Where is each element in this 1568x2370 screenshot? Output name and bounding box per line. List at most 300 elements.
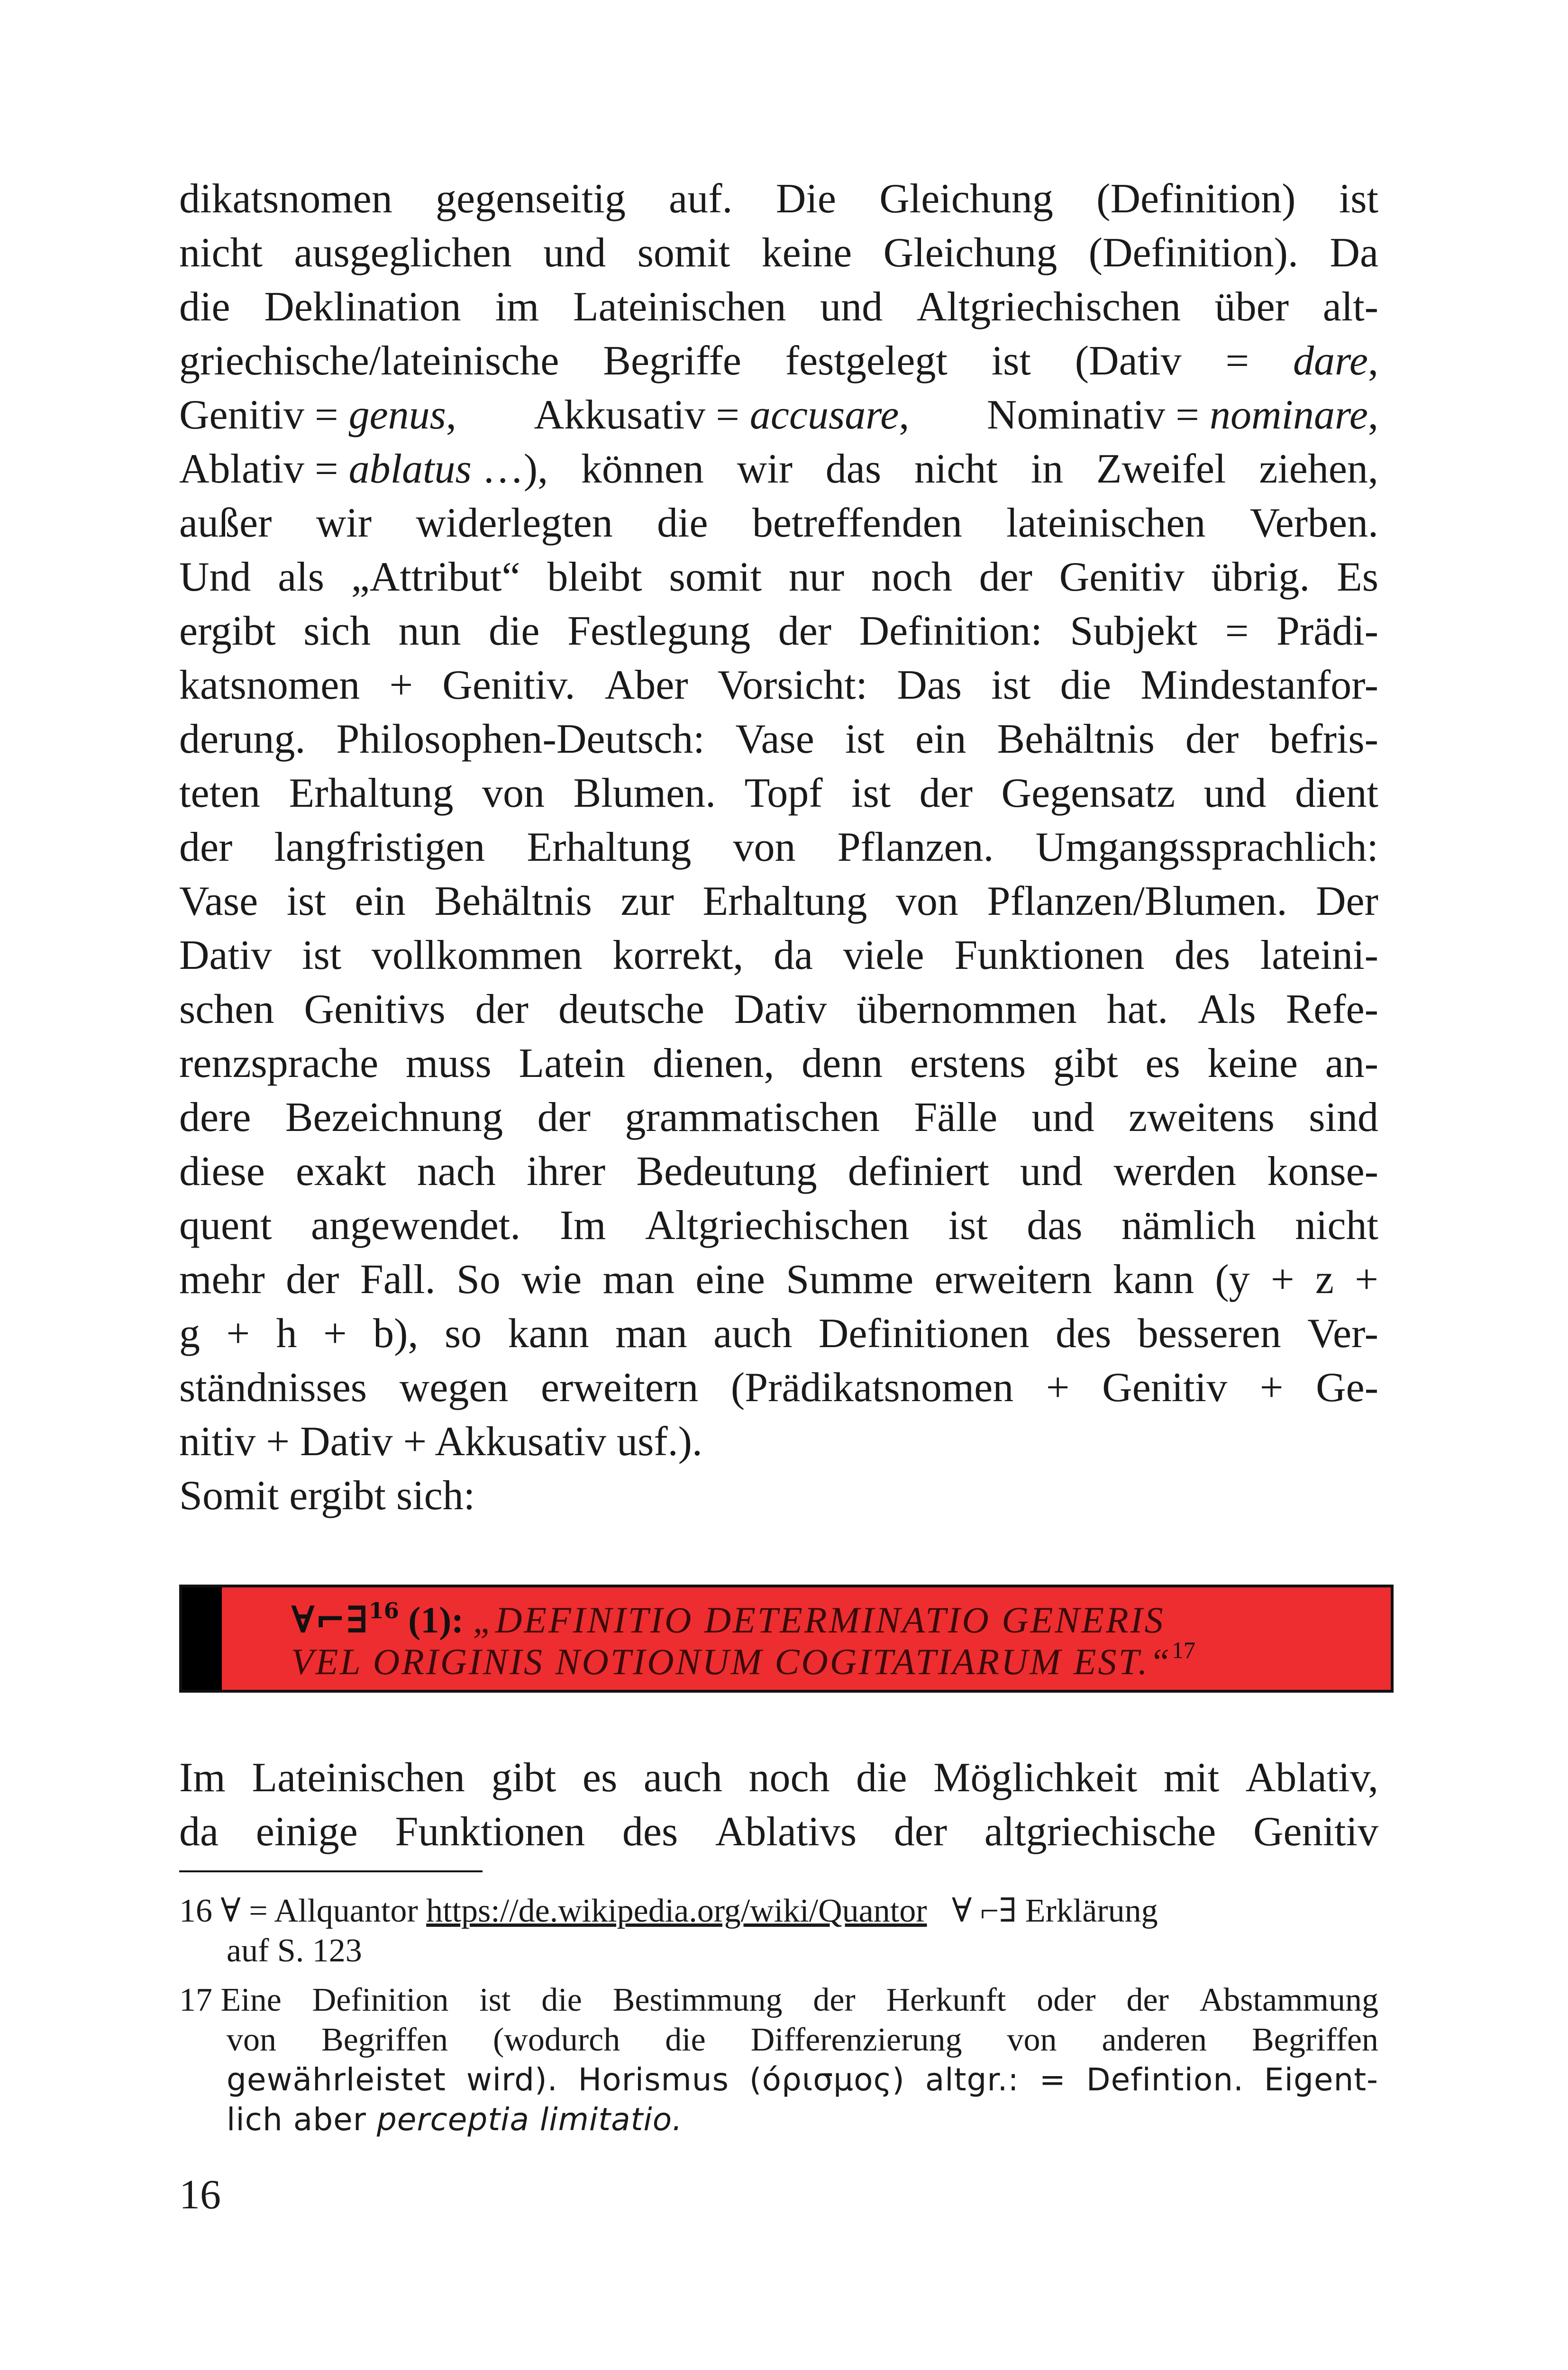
- word: dare,: [1293, 338, 1378, 384]
- word: +: [1270, 1257, 1295, 1303]
- word: ständnisses: [179, 1365, 367, 1411]
- text-line: [179, 1253, 1378, 1307]
- word: das: [825, 446, 882, 492]
- word: erweitern: [540, 1365, 699, 1411]
- word: nicht: [179, 230, 263, 276]
- text-line: [179, 1199, 1378, 1253]
- definition-quote-part-1: „DEFINITIO DETERMINATIO GENERIS: [473, 1599, 1165, 1641]
- word: ziehen,: [1259, 446, 1378, 492]
- word: Ge-: [1316, 1365, 1378, 1411]
- word: mit: [1163, 1755, 1220, 1801]
- word: nämlich: [1121, 1203, 1256, 1249]
- word: werden: [1113, 1149, 1237, 1194]
- word: derung.: [179, 716, 306, 762]
- word: und: [1020, 1149, 1083, 1194]
- text-line: [179, 226, 1378, 280]
- word: widerlegten: [416, 500, 613, 546]
- word: Da: [1330, 230, 1378, 276]
- word: ist: [845, 716, 884, 762]
- word: Prädi-: [1276, 608, 1378, 654]
- word: können: [581, 446, 704, 492]
- word: die: [1060, 662, 1112, 708]
- definition-line-2: [291, 1637, 1195, 1683]
- word: (wodurch: [492, 2022, 620, 2058]
- footnote-17-text-end: lich aber: [227, 2101, 366, 2138]
- footnote-divider: [179, 1870, 483, 1872]
- word: teten: [179, 770, 261, 816]
- word: sich: [303, 608, 371, 654]
- footnote-17-line-4: [179, 2100, 1378, 2140]
- word: gegenseitig: [436, 176, 626, 222]
- word: die: [488, 608, 540, 654]
- word: des: [1056, 1311, 1112, 1357]
- word: von: [227, 2022, 276, 2058]
- word: gibt: [1053, 1040, 1118, 1086]
- footnote-16-line-2: [179, 1931, 1378, 1971]
- word: Möglichkeit: [933, 1755, 1138, 1801]
- word: der: [1185, 716, 1239, 762]
- word: festgelegt: [785, 338, 948, 384]
- word: im: [495, 284, 539, 330]
- word: Dativ: [179, 932, 272, 978]
- word: Behältnis: [434, 878, 592, 924]
- word: bleibt: [547, 554, 642, 600]
- word: 17 Eine: [179, 1982, 282, 2018]
- word: Im: [179, 1755, 226, 1801]
- word: wie: [521, 1257, 582, 1303]
- word: es: [1145, 1040, 1180, 1086]
- word: (Dativ: [1075, 338, 1182, 384]
- word: vollkommen: [371, 932, 583, 978]
- text-line: [179, 172, 1378, 226]
- word: Funktionen: [954, 932, 1145, 978]
- word: wird).: [466, 2061, 558, 2098]
- word: keine: [761, 230, 852, 276]
- page-number: 16: [179, 2172, 221, 2218]
- word: nicht: [914, 446, 998, 492]
- word: der: [286, 1257, 339, 1303]
- word: langfristigen: [274, 824, 485, 870]
- word: Funktionen: [395, 1809, 585, 1855]
- word: Subjekt: [1070, 608, 1198, 654]
- word: ist: [991, 338, 1031, 384]
- word: konse-: [1267, 1149, 1378, 1194]
- word: der: [979, 554, 1032, 600]
- definition-label: (1):: [408, 1599, 464, 1641]
- word: griechische/lateinische: [179, 338, 559, 384]
- word: Gleichung: [883, 230, 1057, 276]
- word: sind: [1309, 1094, 1378, 1140]
- text-line: [179, 1751, 1378, 1805]
- word: Die: [775, 176, 836, 222]
- text-line: [179, 1145, 1378, 1199]
- word: +: [1355, 1257, 1378, 1303]
- footnote-16-page-ref: auf S. 123: [227, 1932, 362, 1969]
- word: über: [1214, 284, 1289, 330]
- word: Abstammung: [1199, 1982, 1378, 2018]
- word: nach: [417, 1149, 496, 1194]
- word: die: [665, 2022, 706, 2058]
- footnote-16-text: ∀ = Allquantor: [220, 1893, 418, 1929]
- word: ergibt: [179, 608, 276, 654]
- word: der: [919, 770, 973, 816]
- word: Pflanzen.: [837, 824, 994, 870]
- word: Altgriechischen: [916, 284, 1181, 330]
- word: man: [615, 1311, 687, 1357]
- word: Im: [559, 1203, 606, 1249]
- quantor-symbol: ∀⌐∃: [291, 1598, 369, 1641]
- word: b),: [373, 1311, 419, 1357]
- footnote-17-italic-phrase: perceptia limitatio.: [376, 2101, 683, 2138]
- word: Begriffen: [321, 2022, 448, 2058]
- word: Altgriechischen: [645, 1203, 910, 1249]
- word: ein: [355, 878, 406, 924]
- word: =: [1225, 608, 1249, 654]
- definition-quote-part-2: VEL ORIGINIS NOTIONUM COGITATIARUM EST.“: [291, 1641, 1172, 1682]
- word: Ablativs: [715, 1809, 857, 1855]
- word: keine: [1207, 1040, 1298, 1086]
- text-line: [179, 1805, 1378, 1859]
- word: ist: [991, 662, 1031, 708]
- word: deutsche: [558, 986, 704, 1032]
- word: besseren: [1137, 1311, 1281, 1357]
- definition-box: [179, 1585, 1394, 1693]
- word: eine: [695, 1257, 765, 1303]
- text-line: [179, 712, 1378, 766]
- word: und: [543, 230, 606, 276]
- word: übrig.: [1211, 554, 1310, 600]
- word: Genitiv: [1102, 1365, 1228, 1411]
- word: nun: [398, 608, 461, 654]
- word: Latein: [519, 1040, 626, 1086]
- word: Fall.: [360, 1257, 436, 1303]
- word: ist: [479, 1982, 511, 2018]
- word: denn: [802, 1040, 883, 1086]
- text-line: [179, 496, 1378, 550]
- word: angewendet.: [311, 1203, 521, 1249]
- text-line: [179, 388, 1378, 442]
- footnote-ref-16: 16: [368, 1598, 399, 1623]
- word: kann: [1113, 1257, 1194, 1303]
- word: g: [179, 1311, 200, 1357]
- word: somit: [669, 554, 762, 600]
- text-line: [179, 1037, 1378, 1091]
- word: altgr.:: [925, 2061, 1019, 2098]
- word: renzsprache: [179, 1040, 379, 1086]
- word: (όρισμος): [749, 2061, 905, 2098]
- word: Gegensatz: [1001, 770, 1176, 816]
- word: (y: [1215, 1257, 1250, 1303]
- word: wir: [316, 500, 372, 546]
- word: Dativ: [734, 986, 827, 1032]
- word: Genitiv = genus,: [179, 392, 456, 438]
- word: mehr: [179, 1257, 265, 1303]
- text-line: [179, 334, 1378, 388]
- word: +: [323, 1311, 347, 1357]
- word: gewährleistet: [227, 2061, 446, 2098]
- word: kann: [508, 1311, 589, 1357]
- word: nicht: [1295, 1203, 1378, 1249]
- word: Vase: [179, 878, 258, 924]
- word: von: [1007, 2022, 1057, 2058]
- word: dikatsnomen: [179, 176, 392, 222]
- text-line: [179, 820, 1378, 875]
- word: Gleichung: [879, 176, 1053, 222]
- word: und: [1031, 1094, 1094, 1140]
- word: +: [1259, 1365, 1284, 1411]
- text-line: [179, 604, 1378, 658]
- word: Begriffe: [603, 338, 741, 384]
- word: oder: [1037, 1982, 1096, 2018]
- word: altgriechische: [984, 1809, 1216, 1855]
- word: exakt: [295, 1149, 386, 1194]
- word: Lateinischen: [252, 1755, 465, 1801]
- word: Vorsicht:: [717, 662, 867, 708]
- word: +: [226, 1311, 250, 1357]
- word: definiert: [848, 1149, 989, 1194]
- word: außer: [179, 500, 272, 546]
- word: Bezeichnung: [285, 1094, 503, 1140]
- word: Als: [1198, 986, 1256, 1032]
- word: erweitern: [934, 1257, 1092, 1303]
- footnotes: [179, 1891, 1378, 2140]
- word: Blumen.: [573, 770, 716, 816]
- word: Erhaltung: [289, 770, 454, 816]
- word: Bestimmung: [612, 1982, 783, 2018]
- word: der: [537, 1094, 591, 1140]
- word: des: [1174, 932, 1231, 978]
- word: auch: [643, 1755, 722, 1801]
- word: Erhaltung: [702, 878, 867, 924]
- word: Aber: [604, 662, 688, 708]
- word: =: [1039, 2061, 1066, 2098]
- footnote-16-number: 16: [179, 1893, 212, 1929]
- word: h: [276, 1311, 297, 1357]
- word: dere: [179, 1094, 251, 1140]
- word: Refe-: [1285, 986, 1378, 1032]
- word: auf.: [669, 176, 733, 222]
- word: hat.: [1106, 986, 1168, 1032]
- text-line: [179, 442, 1378, 496]
- word: es: [582, 1755, 618, 1801]
- word: Lateinischen: [573, 284, 786, 330]
- continuation-text: [179, 1751, 1378, 1859]
- word: der: [475, 986, 529, 1032]
- footnote-ref-17: 17: [1171, 1637, 1195, 1663]
- word: Begriffen: [1251, 2022, 1378, 2058]
- word: Bedeutung: [636, 1149, 817, 1194]
- word: da: [179, 1809, 219, 1855]
- word: (Definition).: [1088, 230, 1298, 276]
- word: und: [820, 284, 883, 330]
- body-text: [179, 172, 1378, 1523]
- word: Behältnis: [997, 716, 1155, 762]
- word: Genitiv: [1059, 554, 1185, 600]
- text-line: [179, 1091, 1378, 1145]
- word: (Definition): [1096, 176, 1296, 222]
- word: Und: [179, 554, 251, 600]
- definition-line-1: [291, 1599, 1165, 1641]
- word: somit: [637, 230, 730, 276]
- word: Zweifel: [1096, 446, 1226, 492]
- word: diese: [179, 1149, 265, 1194]
- word: korrekt,: [612, 932, 744, 978]
- word: dient: [1295, 770, 1378, 816]
- word: auch: [713, 1311, 793, 1357]
- word: gibt: [491, 1755, 556, 1801]
- word: dienen,: [652, 1040, 775, 1086]
- word: viele: [843, 932, 924, 978]
- word: wir: [737, 446, 793, 492]
- word: von: [482, 770, 545, 816]
- word: der: [813, 1982, 856, 2018]
- word: ist: [286, 878, 326, 924]
- footnote-17: [179, 1980, 1378, 2020]
- word: z: [1315, 1257, 1334, 1303]
- word: ist: [302, 932, 342, 978]
- word: Ablativ = ablatus …),: [179, 446, 548, 492]
- word: Definition: [312, 1982, 449, 2018]
- word: von: [895, 878, 958, 924]
- footnote-17-line-2: [179, 2020, 1378, 2060]
- word: quent: [179, 1203, 272, 1249]
- word: (Prädikatsnomen: [730, 1365, 1014, 1411]
- word: ist: [1339, 176, 1378, 222]
- word: =: [1225, 338, 1249, 384]
- word: die: [657, 500, 708, 546]
- word: befris-: [1269, 716, 1378, 762]
- word: Genitivs: [304, 986, 446, 1032]
- word: Mindestanfor-: [1140, 662, 1378, 708]
- word: lateini-: [1260, 932, 1378, 978]
- word: Ver-: [1307, 1311, 1378, 1357]
- word: Topf: [744, 770, 823, 816]
- word: Summe: [786, 1257, 914, 1303]
- word: einige: [255, 1809, 358, 1855]
- word: man: [602, 1257, 675, 1303]
- text-line: [179, 658, 1378, 712]
- word: ist: [948, 1203, 988, 1249]
- word: Vase: [735, 716, 814, 762]
- word: Eigent-: [1264, 2061, 1378, 2098]
- word: Erhaltung: [527, 824, 692, 870]
- word: „Attribut“: [351, 554, 520, 600]
- word: als: [278, 554, 325, 600]
- text-line: [179, 550, 1378, 604]
- text-line: [179, 766, 1378, 820]
- word: Genitiv: [1253, 1809, 1378, 1855]
- word: ein: [915, 716, 966, 762]
- word: Pflanzen/Blumen.: [987, 878, 1287, 924]
- word: übernommen: [857, 986, 1077, 1032]
- word: Herkunft: [886, 1982, 1006, 2018]
- text-line: [179, 1469, 1378, 1523]
- word: der: [179, 824, 233, 870]
- word: die: [541, 1982, 582, 2018]
- word: betreffenden: [752, 500, 962, 546]
- word: Genitiv.: [442, 662, 575, 708]
- word: da: [774, 932, 813, 978]
- word: Philosophen-Deutsch:: [336, 716, 705, 762]
- word: katsnomen: [179, 662, 360, 708]
- word: die: [179, 284, 230, 330]
- word: von: [733, 824, 796, 870]
- word: noch: [748, 1755, 830, 1801]
- word: Nominativ = nominare,: [986, 392, 1378, 438]
- box-side-bar: [182, 1587, 222, 1690]
- word: an-: [1325, 1040, 1378, 1086]
- word: Umgangssprachlich:: [1035, 824, 1378, 870]
- text-line: [179, 1415, 1378, 1469]
- footnote-16: [179, 1891, 1378, 1931]
- word: so: [444, 1311, 482, 1357]
- word: Defintion.: [1086, 2061, 1244, 2098]
- text-line: [179, 983, 1378, 1037]
- word: lateinischen: [1006, 500, 1206, 546]
- word: Definition:: [859, 608, 1042, 654]
- word: Verben.: [1249, 500, 1378, 546]
- text-line: [179, 875, 1378, 929]
- word: Es: [1336, 554, 1378, 600]
- word: und: [1203, 770, 1267, 816]
- word: des: [622, 1809, 678, 1855]
- word: anderen: [1102, 2022, 1207, 2058]
- word: Akkusativ = accusare,: [534, 392, 910, 438]
- word: +: [1046, 1365, 1070, 1411]
- word: die: [856, 1755, 907, 1801]
- footnote-17-line-3: [179, 2060, 1378, 2100]
- word: zweitens: [1129, 1094, 1275, 1140]
- word: der: [1126, 1982, 1169, 2018]
- word: +: [389, 662, 413, 708]
- word: ihrer: [527, 1149, 606, 1194]
- word: Definitionen: [818, 1311, 1030, 1357]
- text-line: [179, 1307, 1378, 1361]
- word: Das: [897, 662, 962, 708]
- word: nur: [788, 554, 845, 600]
- text-line: [179, 929, 1378, 983]
- word: zur: [620, 878, 674, 924]
- word: Somit ergibt sich:: [179, 1473, 475, 1519]
- word: ist: [851, 770, 891, 816]
- word: Ablativ,: [1245, 1755, 1378, 1801]
- wikipedia-quantor-link[interactable]: https://de.wikipedia.org/wiki/Quantor: [426, 1893, 927, 1929]
- word: der: [893, 1809, 948, 1855]
- word: muss: [405, 1040, 492, 1086]
- word: noch: [871, 554, 952, 600]
- word: Differenzierung: [750, 2022, 962, 2058]
- word: Deklination: [264, 284, 461, 330]
- word: ausgeglichen: [294, 230, 512, 276]
- word: erstens: [910, 1040, 1026, 1086]
- word: schen: [179, 986, 274, 1032]
- text-line: [179, 280, 1378, 334]
- word: nitiv + Dativ + Akkusativ usf.).: [179, 1419, 702, 1465]
- word: der: [778, 608, 832, 654]
- word: das: [1027, 1203, 1083, 1249]
- word: Festlegung: [567, 608, 751, 654]
- footnote-16-text-tail: ∀ ⌐∃ Erklärung: [952, 1893, 1158, 1929]
- text-line: [179, 1361, 1378, 1415]
- word: So: [456, 1257, 501, 1303]
- word: Fälle: [914, 1094, 998, 1140]
- word: in: [1030, 446, 1064, 492]
- word: wegen: [399, 1365, 509, 1411]
- word: Der: [1316, 878, 1378, 924]
- word: alt-: [1322, 284, 1378, 330]
- word: grammatischen: [625, 1094, 880, 1140]
- word: Horismus: [578, 2061, 729, 2098]
